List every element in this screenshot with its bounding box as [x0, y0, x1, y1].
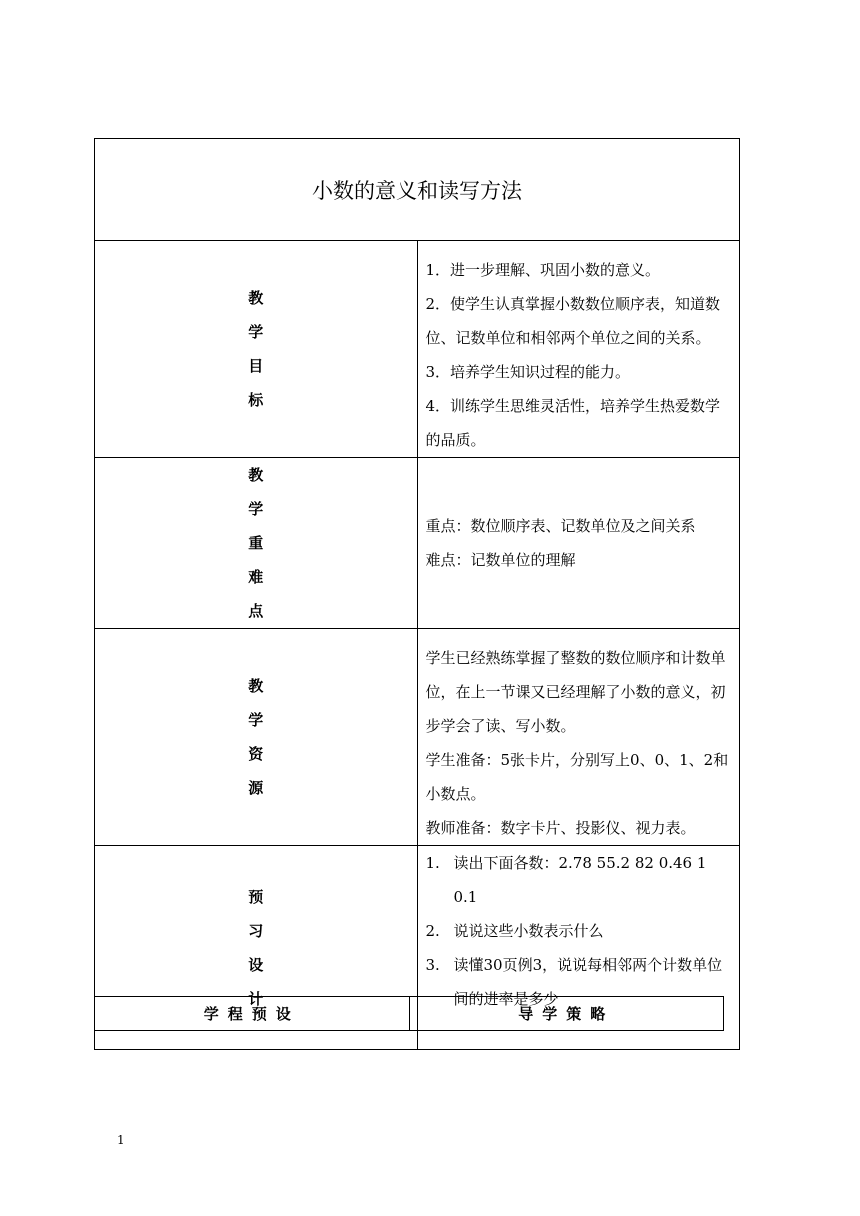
column-header-process: 学程预设	[95, 997, 410, 1031]
column-header-strategy: 导学策略	[409, 997, 724, 1031]
resource-line: 学生已经熟练掌握了整数的数位顺序和计数单位，在上一节课又已经理解了小数的意义，初步学会了读、写小数。	[425, 649, 726, 735]
resources-label: 教 学 资 源	[95, 629, 418, 846]
goal-line: 2．使学生认真掌握小数数位顺序表，知道数位、记数单位和相邻两个单位之间的关系。	[425, 295, 721, 347]
goal-line: 3．培养学生知识过程的能力。	[425, 363, 631, 381]
process-strategy-table	[94, 996, 724, 1031]
goals-content	[417, 241, 740, 458]
goal-line: 1．进一步理解、巩固小数的意义。	[425, 261, 661, 279]
goal-line: 4．训练学生思维灵活性，培养学生热爱数学的品质。	[425, 397, 721, 449]
resources-content	[417, 629, 740, 846]
keypoints-row	[95, 458, 740, 629]
resource-line: 教师准备：数字卡片、投影仪、视力表。	[425, 819, 696, 837]
goals-row	[95, 241, 740, 458]
preview-label: 预 习 设 计	[95, 846, 418, 1050]
lesson-title: 小数的意义和读写方法	[95, 139, 740, 241]
preview-item: 1. 读出下面各数：2.78 55.2 82 0.46 1 0.1	[425, 854, 707, 906]
lesson-plan-table	[94, 138, 740, 1050]
resource-line: 学生准备：5张卡片，分别写上0、0、1、2和小数点。	[425, 751, 729, 803]
preview-item: 3. 读懂30页例3，说说每相邻两个计数单位间的进率是多少	[425, 956, 723, 1008]
keypoint-line: 难点：记数单位的理解	[425, 551, 576, 569]
goals-label: 教 学 目 标	[95, 241, 418, 458]
page-number: 1	[117, 1133, 125, 1147]
resources-row	[95, 629, 740, 846]
keypoints-label: 教 学 重 难 点	[95, 458, 418, 629]
keypoints-content	[417, 458, 740, 629]
keypoint-line: 重点：数位顺序表、记数单位及之间关系	[425, 517, 696, 535]
preview-item: 2. 说说这些小数表示什么	[425, 922, 604, 940]
